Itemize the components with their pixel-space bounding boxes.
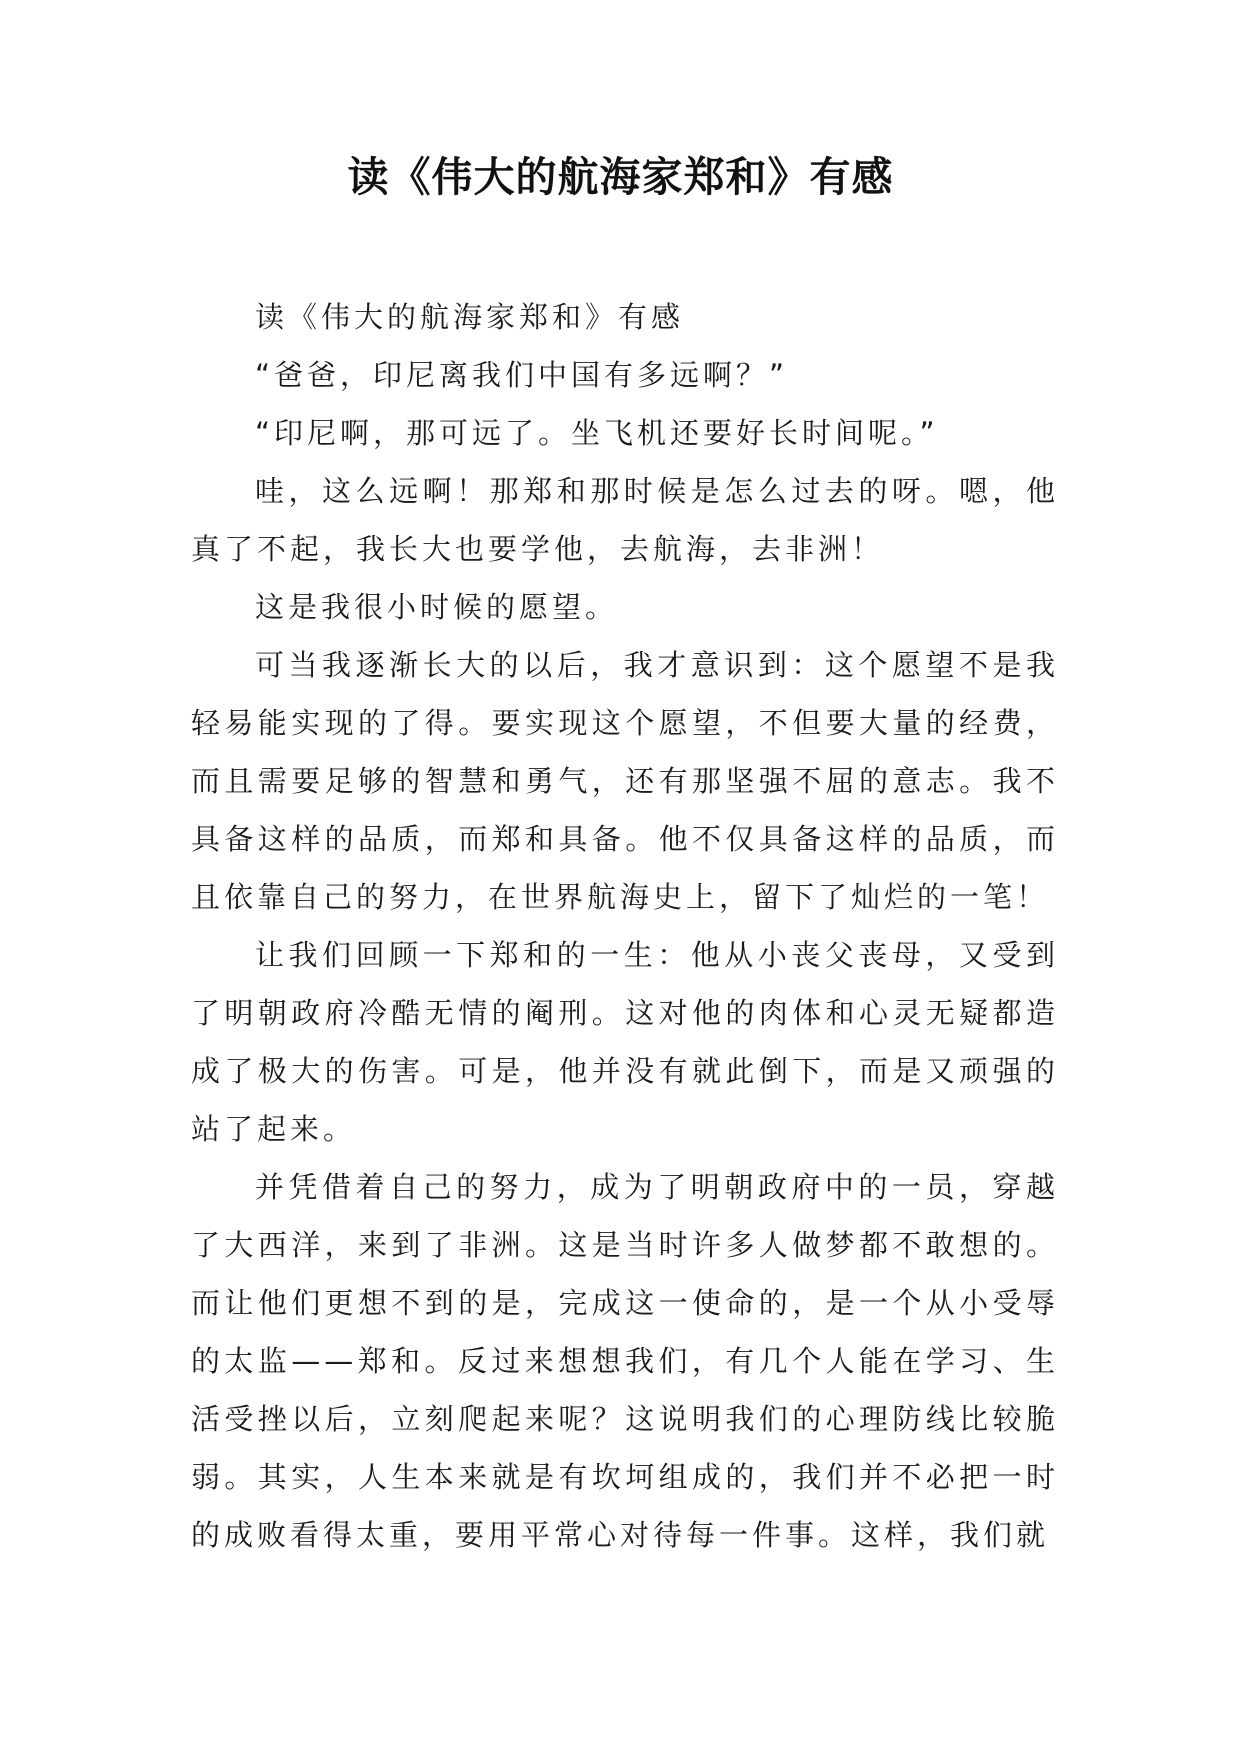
paragraph: 可当我逐渐长大的以后，我才意识到：这个愿望不是我轻易能实现的了得。要实现这个愿望，不但要大量的经费，而且需要足够的智慧和勇气，还有那坚强不屈的意志。我不具备这样的品质，而郑和具备。他不仅具备这样的品质，而且依靠自己的努力，在世界航海史上，留下了灿烂的一笔！ — [191, 648, 1059, 914]
paragraph: 让我们回顾一下郑和的一生：他从小丧父丧母，又受到了明朝政府冷酷无情的阉刑。这对他的肉体和心灵无疑都造成了极大的伤害。可是，他并没有就此倒下，而是又顽强的站了起来。 — [191, 938, 1059, 1146]
document-body — [191, 288, 1059, 1564]
paragraph: “印尼啊，那可远了。坐飞机还要好长时间呢。” — [255, 416, 939, 450]
paragraph: “爸爸，印尼离我们中国有多远啊？” — [255, 358, 789, 392]
page-title: 读《伟大的航海家郑和》有感 — [347, 153, 894, 201]
paragraph: 读《伟大的航海家郑和》有感 — [255, 300, 685, 334]
paragraph: 这是我很小时候的愿望。 — [255, 590, 619, 624]
paragraph: 并凭借着自己的努力，成为了明朝政府中的一员，穿越了大西洋，来到了非洲。这是当时许多人做梦都不敢想的。而让他们更想不到的是，完成这一使命的，是一个从小受辱的太监——郑和。反过来想想我们，有几个人能在学习、生活受挫以后，立刻爬起来呢？这说明我们的心理防线比较脆弱。其实，人生本来就是有坎坷组成的，我们并不必把一时的成败看得太重，要用平常心对待每一件事。这样，我们就 — [191, 1170, 1059, 1552]
paragraph: 哇，这么远啊！那郑和那时候是怎么过去的呀。嗯，他真了不起，我长大也要学他，去航海，去非洲！ — [191, 474, 1059, 566]
